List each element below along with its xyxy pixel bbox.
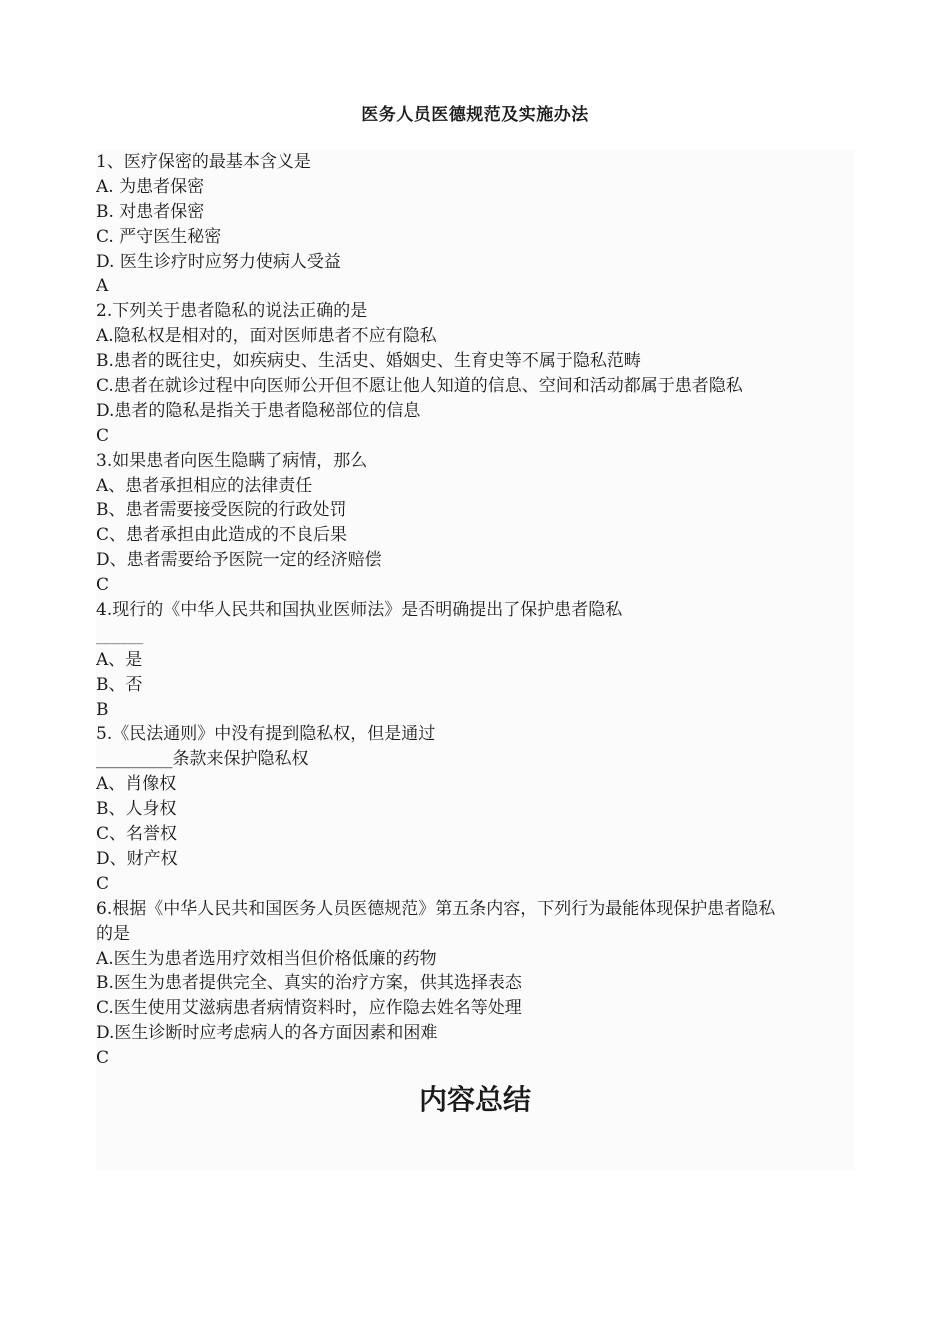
text-line: B.患者的既往史，如疾病史、生活史、婚姻史、生育史等不属于隐私范畴 [96,351,641,372]
question-lines [96,150,854,1071]
text-line: D.医生诊断时应考虑病人的各方面因素和困难 [96,1023,438,1044]
text-line: A、肖像权 [96,774,177,795]
summary-heading: 内容总结 [418,1083,531,1116]
question-content [96,150,854,1170]
text-line: 3.如果患者向医生隐瞒了病情，那么 [96,450,368,471]
text-line: 1、医疗保密的最基本含义是 [96,152,311,172]
text-line: _________条款来保护隐私权 [96,749,309,770]
text-line: 6.根据《中华人民共和国医务人员医德规范》第五条内容，下列行为最能体现保护患者隐私 [96,898,776,919]
text-line: D、患者需要给予医院一定的经济赔偿 [96,550,382,571]
text-line: D、财产权 [96,848,178,869]
text-line: B、人身权 [96,799,177,820]
text-line: 5.《民法通则》中没有提到隐私权，但是通过 [96,724,436,745]
text-line: D. 医生诊疗时应努力使病人受益 [96,251,341,272]
text-line: A、是 [96,649,143,670]
text-line: C [96,425,110,446]
text-line: C.医生使用艾滋病患者病情资料时，应作隐去姓名等处理 [96,998,522,1019]
text-line: C、名誉权 [96,824,178,845]
text-line: B.医生为患者提供完全、真实的治疗方案，供其选择表态 [96,973,522,994]
text-line: A. 为患者保密 [96,176,205,197]
text-line: A.隐私权是相对的，面对医师患者不应有隐私 [96,326,437,347]
text-line: C [96,575,110,596]
text-line: _____ [96,624,143,645]
text-line: C.患者在就诊过程中向医师公开但不愿让他人知道的信息、空间和活动都属于患者隐私 [96,376,743,397]
text-line: C [96,873,110,894]
text-line: 4.现行的《中华人民共和国执业医师法》是否明确提出了保护患者隐私 [96,600,623,621]
text-line: A、患者承担相应的法律责任 [96,475,313,496]
document-title: 医务人员医德规范及实施办法 [361,105,589,125]
text-line: A.医生为患者选用疗效相当但价格低廉的药物 [96,948,437,969]
text-line: B、患者需要接受医院的行政处罚 [96,500,347,521]
text-line: B、否 [96,674,143,695]
text-line: D.患者的隐私是指关于患者隐秘部位的信息 [96,400,421,421]
text-line: C. 严守医生秘密 [96,226,222,247]
text-line: A [96,276,109,297]
text-line: C、患者承担由此造成的不良后果 [96,525,348,546]
text-line: 的是 [96,923,130,944]
text-line: B [96,699,109,720]
text-line: C [96,1048,110,1069]
text-line: B. 对患者保密 [96,201,205,222]
text-line: 2.下列关于患者隐私的说法正确的是 [96,301,368,322]
